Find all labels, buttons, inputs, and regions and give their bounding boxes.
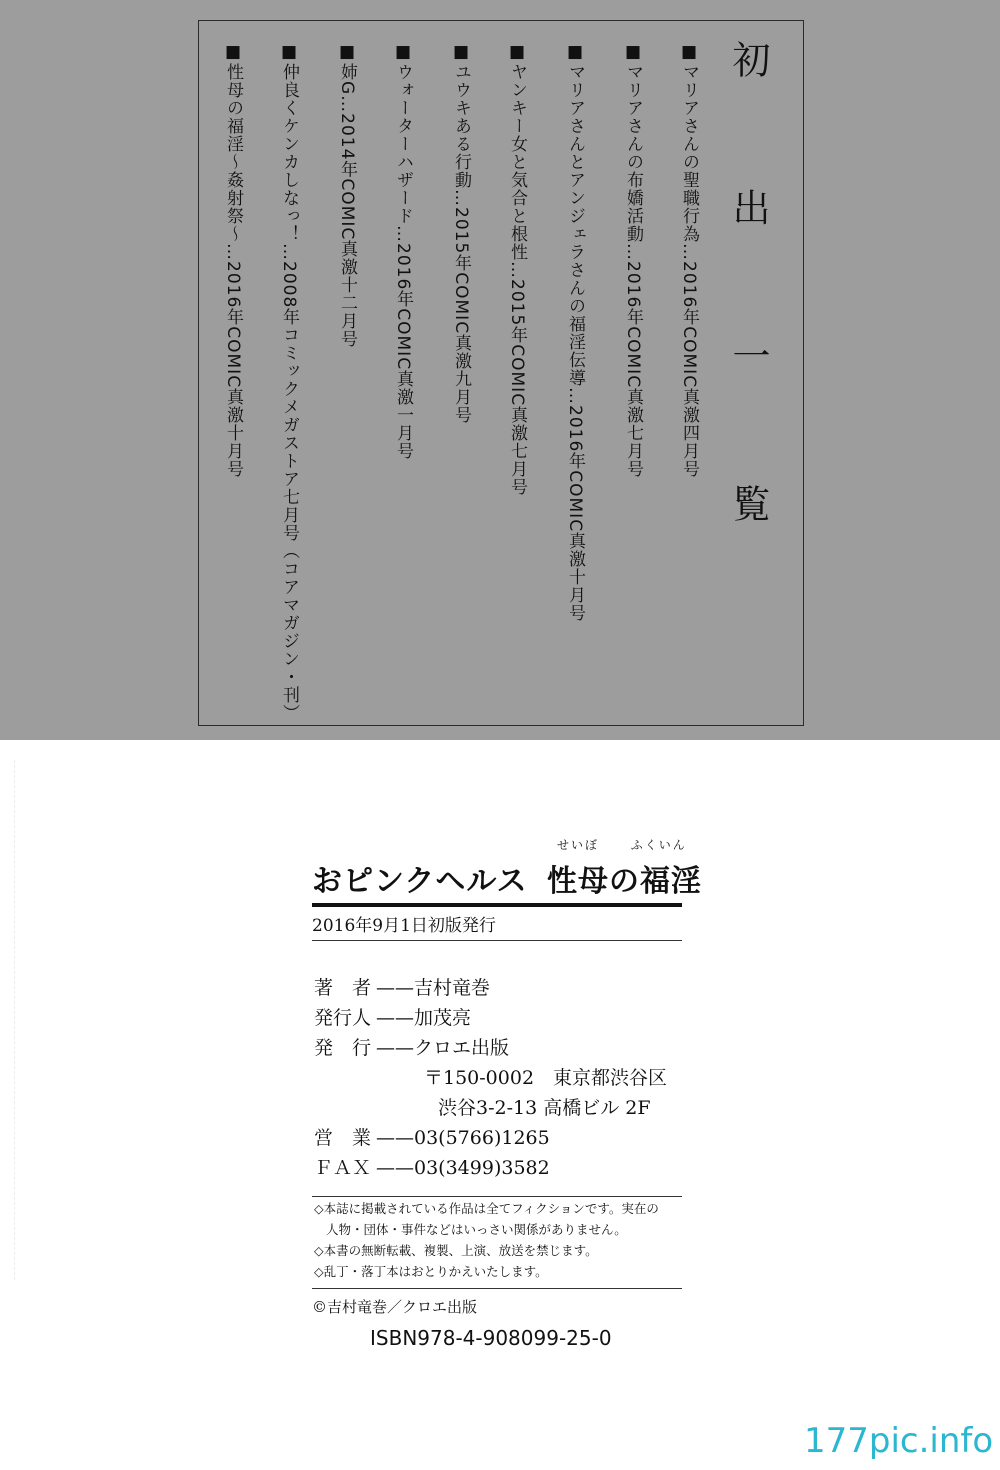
publisher-row: [314, 1033, 694, 1063]
address-line-2: 渋谷3-2-13 高橋ビル 2F: [438, 1097, 651, 1119]
fax-value: ——03(3499)3582: [376, 1157, 550, 1179]
divider: [312, 1288, 682, 1289]
isbn: ISBN978-4-908099-25-0: [370, 1326, 612, 1350]
sales-label: 営 業: [314, 1127, 372, 1149]
first-appearance-item: ■仲良くケンカしなっ！…2008年コミックメガストア七月号（コアマガジン・刊）: [279, 42, 299, 723]
book-title-sub-text: 性母の福淫: [546, 864, 702, 899]
book-title-sub: [546, 838, 702, 900]
credits: [314, 973, 694, 1183]
note-replacement: ◇乱丁・落丁本はおとりかえいたします。: [314, 1264, 548, 1279]
sales-row: [314, 1123, 694, 1153]
watermark: 177pic.info: [804, 1421, 994, 1461]
notes: [314, 1198, 694, 1282]
first-appearance-item: ■性母の福淫〜姦射祭〜…2016年COMIC真激十月号: [223, 42, 243, 479]
ruby-seibo: せいぼ: [556, 838, 599, 852]
note-fiction: ◇本誌に掲載されている作品は全てフィクションです。実在の: [314, 1201, 659, 1216]
note-reproduction: ◇本書の無断転載、複製、上演、放送を禁じます。: [314, 1243, 598, 1258]
divider: [312, 940, 682, 941]
first-appearance-item: ■ウォーターハザード…2016年COMIC真激一月号: [393, 42, 413, 461]
page-edge: [0, 760, 15, 1280]
divider: [312, 1196, 682, 1197]
author-label: 著 者: [314, 977, 372, 999]
copyright: ©吉村竜巻／クロエ出版: [312, 1298, 478, 1316]
note-fiction-cont: 人物・団体・事件などはいっさい関係がありません。: [326, 1222, 627, 1237]
issuer-value: ——加茂亮: [376, 1007, 472, 1029]
publisher-value: ——クロエ出版: [376, 1037, 510, 1059]
issuer-label: 発行人: [314, 1007, 372, 1029]
title-ruby: [547, 836, 707, 853]
issuer-row: [314, 1003, 694, 1033]
first-appearance-item: ■マリアさんの布嬌活動…2016年COMIC真激七月号: [623, 42, 643, 479]
author-row: [314, 973, 694, 1003]
author-value: ——吉村竜巻: [376, 977, 491, 999]
book-title: [312, 838, 712, 902]
first-appearance-item: ■マリアさんとアンジェラさんの福淫伝導…2016年COMIC真激十月号: [565, 42, 585, 623]
first-appearance-heading: 初 出 一 覧: [726, 40, 770, 558]
fax-row: [314, 1153, 694, 1183]
fax-label: ＦＡＸ: [314, 1157, 372, 1179]
title-rule: [312, 903, 682, 907]
first-appearance-item: ■ヤンキー女と気合と根性…2015年COMIC真激七月号: [507, 42, 527, 497]
first-appearance-item: ■ユウキある行動…2015年COMIC真激九月号: [451, 42, 471, 425]
publication-date: 2016年9月1日初版発行: [312, 916, 496, 936]
first-appearance-item: ■マリアさんの聖職行為…2016年COMIC真激四月号: [679, 42, 699, 479]
publisher-label: 発 行: [314, 1037, 372, 1059]
address-line-1: 〒150-0002 東京都渋谷区: [424, 1067, 668, 1089]
sales-value: ——03(5766)1265: [376, 1127, 550, 1149]
first-appearance-item: ■姉G…2014年COMIC真激十二月号: [337, 42, 357, 349]
ruby-fukuin: ふくいん: [630, 838, 687, 852]
book-title-main: おピンクヘルス: [312, 864, 528, 899]
